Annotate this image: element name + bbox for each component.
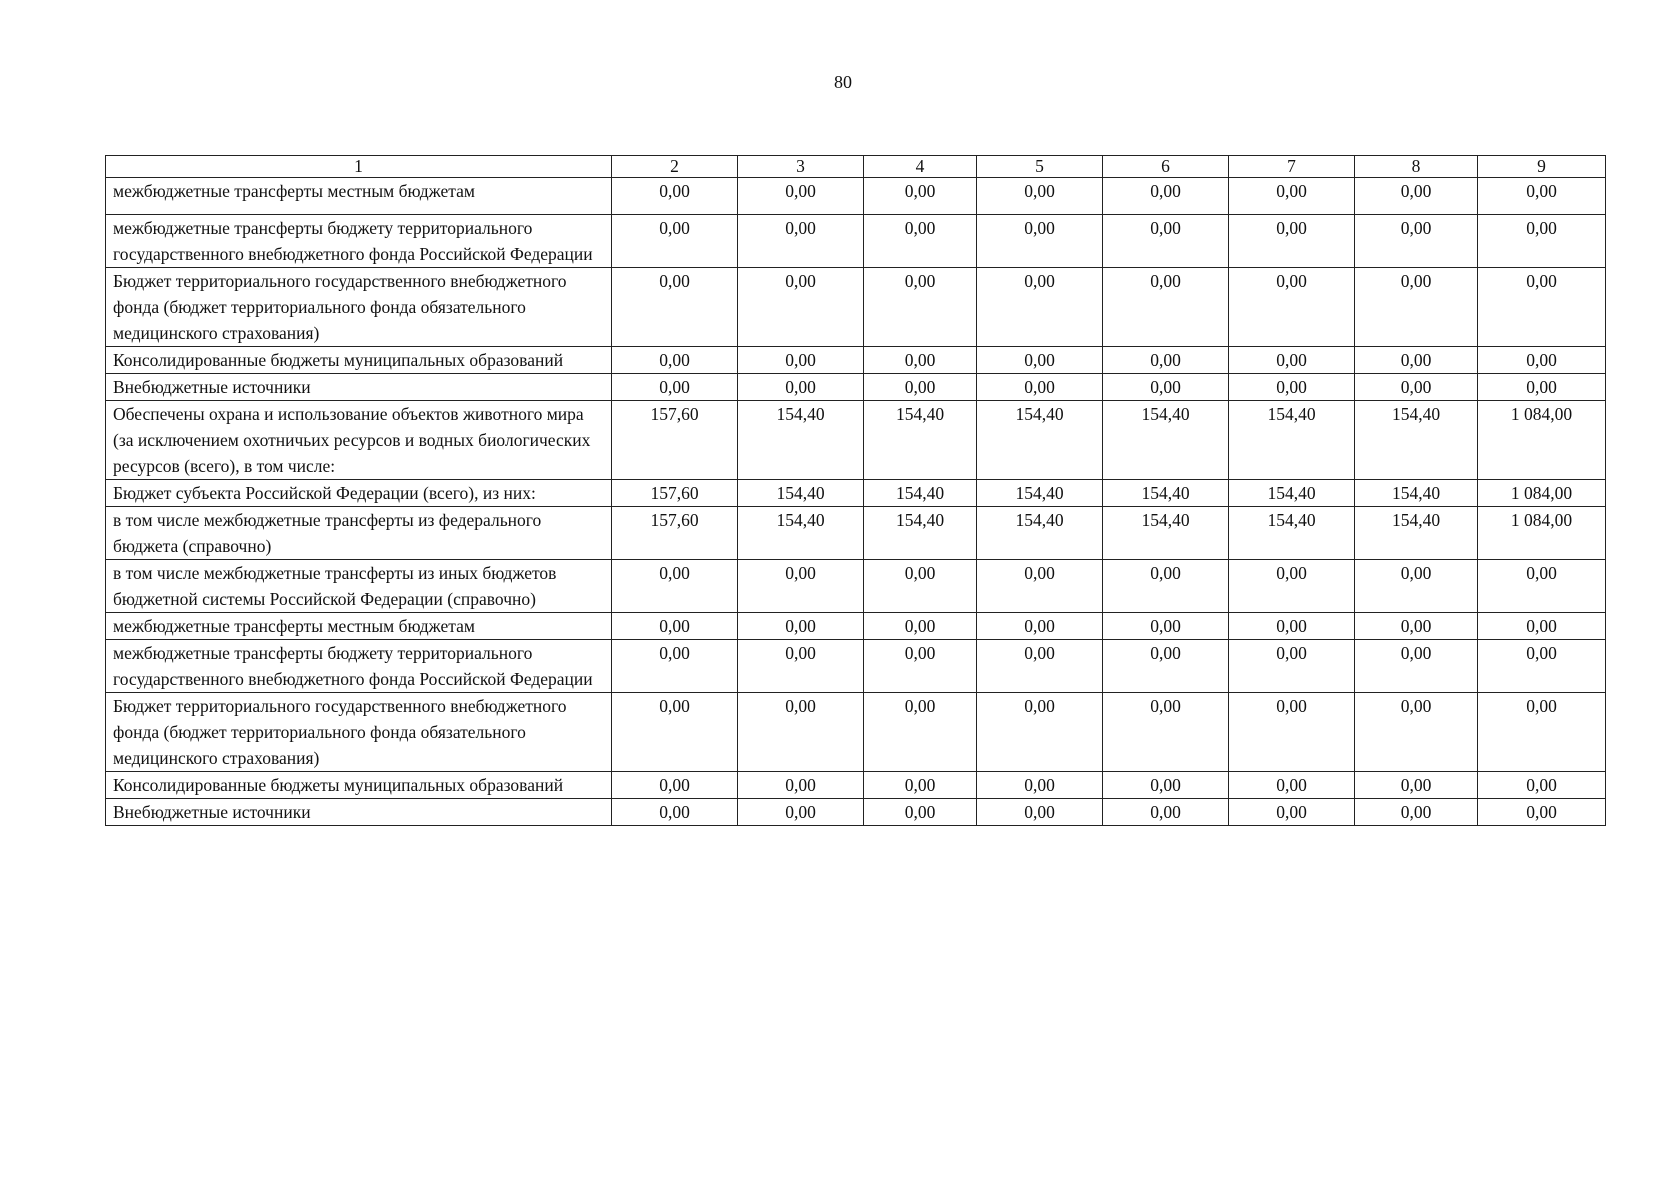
value-cell: 0,00	[1229, 374, 1355, 401]
value-cell: 0,00	[612, 215, 738, 268]
table-row	[106, 401, 1606, 480]
value-cell: 0,00	[1103, 560, 1229, 613]
table-body	[106, 156, 1606, 826]
row-label: Консолидированные бюджеты муниципальных образований	[106, 772, 612, 799]
value-cell: 1 084,00	[1478, 401, 1606, 480]
value-cell: 0,00	[1355, 374, 1478, 401]
value-cell: 0,00	[977, 640, 1103, 693]
value-cell: 0,00	[1478, 693, 1606, 772]
value-cell: 0,00	[1229, 178, 1355, 215]
column-header: 8	[1355, 156, 1478, 178]
value-cell: 0,00	[1355, 268, 1478, 347]
value-cell: 0,00	[977, 178, 1103, 215]
value-cell: 0,00	[738, 772, 864, 799]
value-cell: 0,00	[1229, 772, 1355, 799]
column-header: 2	[612, 156, 738, 178]
value-cell: 0,00	[1478, 215, 1606, 268]
budget-table	[105, 155, 1606, 826]
value-cell: 0,00	[738, 347, 864, 374]
value-cell: 0,00	[1355, 772, 1478, 799]
value-cell: 0,00	[1103, 640, 1229, 693]
value-cell: 154,40	[1229, 401, 1355, 480]
value-cell: 0,00	[612, 613, 738, 640]
value-cell: 157,60	[612, 401, 738, 480]
value-cell: 0,00	[864, 347, 977, 374]
value-cell: 0,00	[1103, 268, 1229, 347]
value-cell: 0,00	[1229, 693, 1355, 772]
value-cell: 0,00	[1478, 560, 1606, 613]
table-row	[106, 374, 1606, 401]
value-cell: 0,00	[977, 374, 1103, 401]
value-cell: 0,00	[977, 799, 1103, 826]
row-label: в том числе межбюджетные трансферты из федерального бюджета (справочно)	[106, 507, 612, 560]
value-cell: 0,00	[864, 560, 977, 613]
column-header: 3	[738, 156, 864, 178]
value-cell: 0,00	[1355, 613, 1478, 640]
value-cell: 0,00	[738, 799, 864, 826]
page-number: 80	[834, 72, 852, 92]
value-cell: 154,40	[738, 401, 864, 480]
value-cell: 1 084,00	[1478, 480, 1606, 507]
value-cell: 0,00	[1355, 215, 1478, 268]
value-cell: 0,00	[1478, 347, 1606, 374]
row-label: межбюджетные трансферты местным бюджетам	[106, 178, 612, 215]
value-cell: 0,00	[864, 772, 977, 799]
row-label: в том числе межбюджетные трансферты из иных бюджетов бюджетной системы Российской Федерации (справочно)	[106, 560, 612, 613]
value-cell: 0,00	[612, 693, 738, 772]
value-cell: 0,00	[1478, 640, 1606, 693]
value-cell: 0,00	[612, 347, 738, 374]
table-row	[106, 507, 1606, 560]
row-label: межбюджетные трансферты местным бюджетам	[106, 613, 612, 640]
value-cell: 0,00	[1103, 613, 1229, 640]
value-cell: 0,00	[738, 693, 864, 772]
row-label: Внебюджетные источники	[106, 799, 612, 826]
value-cell: 154,40	[864, 480, 977, 507]
table-row	[106, 799, 1606, 826]
value-cell: 154,40	[1229, 507, 1355, 560]
value-cell: 0,00	[864, 374, 977, 401]
value-cell: 0,00	[1103, 799, 1229, 826]
value-cell: 0,00	[977, 268, 1103, 347]
value-cell: 154,40	[1103, 480, 1229, 507]
value-cell: 154,40	[1355, 480, 1478, 507]
value-cell: 0,00	[1229, 268, 1355, 347]
value-cell: 0,00	[1478, 268, 1606, 347]
row-label: межбюджетные трансферты бюджету территориального государственного внебюджетного фонда Российской Федерации	[106, 215, 612, 268]
value-cell: 0,00	[1355, 693, 1478, 772]
column-header: 1	[106, 156, 612, 178]
value-cell: 157,60	[612, 480, 738, 507]
value-cell: 0,00	[977, 693, 1103, 772]
value-cell: 0,00	[1103, 374, 1229, 401]
value-cell: 154,40	[1355, 507, 1478, 560]
row-label: Бюджет территориального государственного внебюджетного фонда (бюджет территориального фонда обязательного медицинского страхования)	[106, 268, 612, 347]
value-cell: 1 084,00	[1478, 507, 1606, 560]
value-cell: 0,00	[977, 347, 1103, 374]
value-cell: 154,40	[1103, 507, 1229, 560]
column-header: 9	[1478, 156, 1606, 178]
table-row	[106, 347, 1606, 374]
row-label: Внебюджетные источники	[106, 374, 612, 401]
table-row	[106, 560, 1606, 613]
value-cell: 154,40	[1355, 401, 1478, 480]
table-row	[106, 268, 1606, 347]
value-cell: 0,00	[738, 178, 864, 215]
value-cell: 0,00	[738, 560, 864, 613]
value-cell: 0,00	[1478, 178, 1606, 215]
value-cell: 0,00	[1355, 799, 1478, 826]
value-cell: 0,00	[977, 613, 1103, 640]
value-cell: 0,00	[864, 178, 977, 215]
column-header: 7	[1229, 156, 1355, 178]
table-row	[106, 693, 1606, 772]
value-cell: 0,00	[1478, 799, 1606, 826]
value-cell: 0,00	[1103, 772, 1229, 799]
value-cell: 0,00	[1229, 560, 1355, 613]
value-cell: 0,00	[612, 640, 738, 693]
value-cell: 154,40	[977, 480, 1103, 507]
value-cell: 154,40	[1229, 480, 1355, 507]
value-cell: 0,00	[612, 772, 738, 799]
table-row	[106, 215, 1606, 268]
table-row	[106, 178, 1606, 215]
table-row	[106, 613, 1606, 640]
value-cell: 0,00	[738, 613, 864, 640]
value-cell: 0,00	[864, 693, 977, 772]
value-cell: 0,00	[738, 374, 864, 401]
value-cell: 0,00	[1103, 693, 1229, 772]
value-cell: 0,00	[1478, 613, 1606, 640]
value-cell: 0,00	[1229, 613, 1355, 640]
value-cell: 0,00	[1355, 560, 1478, 613]
value-cell: 0,00	[612, 178, 738, 215]
value-cell: 0,00	[1355, 347, 1478, 374]
value-cell: 0,00	[612, 560, 738, 613]
value-cell: 0,00	[1229, 640, 1355, 693]
value-cell: 0,00	[1355, 640, 1478, 693]
column-header: 5	[977, 156, 1103, 178]
value-cell: 0,00	[612, 374, 738, 401]
row-label: Консолидированные бюджеты муниципальных образований	[106, 347, 612, 374]
row-label: Бюджет субъекта Российской Федерации (всего), из них:	[106, 480, 612, 507]
value-cell: 0,00	[1229, 215, 1355, 268]
value-cell: 0,00	[1229, 347, 1355, 374]
value-cell: 0,00	[864, 640, 977, 693]
value-cell: 154,40	[864, 401, 977, 480]
value-cell: 0,00	[977, 560, 1103, 613]
value-cell: 0,00	[1103, 215, 1229, 268]
table-row	[106, 480, 1606, 507]
value-cell: 0,00	[612, 799, 738, 826]
value-cell: 0,00	[864, 268, 977, 347]
row-label: Бюджет территориального государственного внебюджетного фонда (бюджет территориального фонда обязательного медицинского страхования)	[106, 693, 612, 772]
value-cell: 0,00	[738, 215, 864, 268]
row-label: Обеспечены охрана и использование объектов животного мира (за исключением охотничьих ресурсов и водных биологических ресурсов (всего), в том числе:	[106, 401, 612, 480]
value-cell: 154,40	[738, 507, 864, 560]
column-header: 4	[864, 156, 977, 178]
value-cell: 0,00	[864, 215, 977, 268]
column-header: 6	[1103, 156, 1229, 178]
value-cell: 0,00	[1478, 772, 1606, 799]
row-label: межбюджетные трансферты бюджету территориального государственного внебюджетного фонда Российской Федерации	[106, 640, 612, 693]
value-cell: 0,00	[864, 613, 977, 640]
value-cell: 154,40	[738, 480, 864, 507]
value-cell: 154,40	[977, 507, 1103, 560]
value-cell: 0,00	[864, 799, 977, 826]
table-header-row	[106, 156, 1606, 178]
value-cell: 0,00	[1229, 799, 1355, 826]
value-cell: 0,00	[977, 772, 1103, 799]
value-cell: 0,00	[612, 268, 738, 347]
table-row	[106, 772, 1606, 799]
value-cell: 154,40	[1103, 401, 1229, 480]
value-cell: 0,00	[1355, 178, 1478, 215]
value-cell: 0,00	[738, 268, 864, 347]
value-cell: 0,00	[977, 215, 1103, 268]
table-row	[106, 640, 1606, 693]
value-cell: 0,00	[1103, 347, 1229, 374]
value-cell: 157,60	[612, 507, 738, 560]
value-cell: 0,00	[1478, 374, 1606, 401]
value-cell: 154,40	[977, 401, 1103, 480]
value-cell: 0,00	[1103, 178, 1229, 215]
value-cell: 0,00	[738, 640, 864, 693]
value-cell: 154,40	[864, 507, 977, 560]
